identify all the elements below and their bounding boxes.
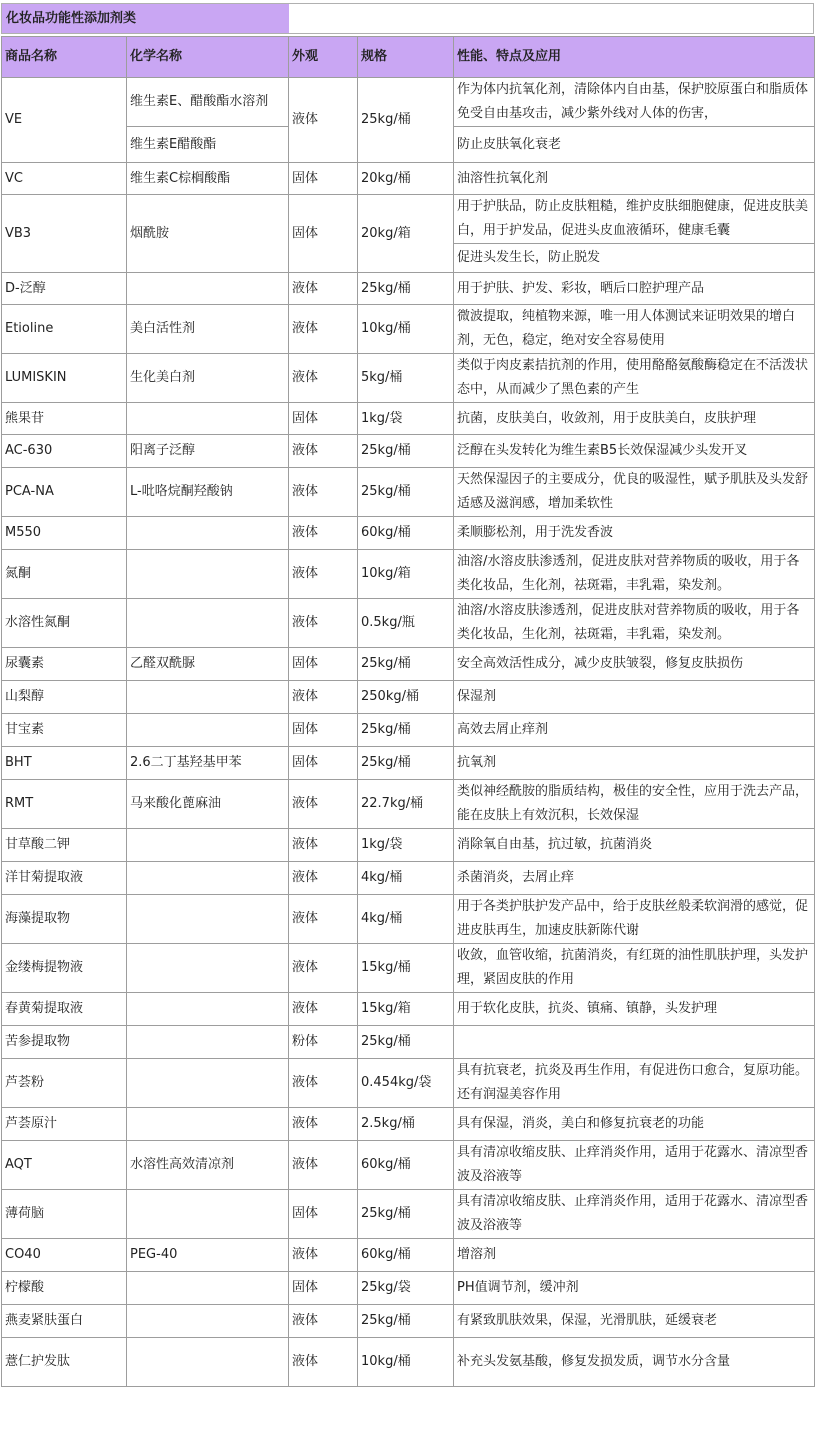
table-row bbox=[2, 1338, 815, 1387]
table-row bbox=[2, 468, 815, 517]
cell-chemical-name: 维生素E、醋酸酯水溶剂 bbox=[127, 78, 289, 127]
cell-appearance: 粉体 bbox=[289, 1026, 358, 1059]
cell-spec: 10kg/桶 bbox=[358, 1338, 454, 1387]
table-row bbox=[2, 403, 815, 435]
cell-spec: 25kg/桶 bbox=[358, 273, 454, 305]
cell-spec: 60kg/桶 bbox=[358, 1239, 454, 1272]
header-spec: 规格 bbox=[358, 37, 454, 78]
cell-description: 用于护肤品，防止皮肤粗糙，维护皮肤细胞健康，促进皮肤美白，用于护发品，促进头皮血液循环，健康毛囊 bbox=[454, 195, 815, 244]
cell-chemical-name: 美白活性剂 bbox=[127, 305, 289, 354]
cell-product-name: CO40 bbox=[2, 1239, 127, 1272]
cell-description: 增溶剂 bbox=[454, 1239, 815, 1272]
cell-spec: 20kg/桶 bbox=[358, 163, 454, 195]
cell-appearance: 液体 bbox=[289, 435, 358, 468]
cell-product-name: 氮酮 bbox=[2, 550, 127, 599]
cell-spec: 25kg/袋 bbox=[358, 1272, 454, 1305]
table-row bbox=[2, 993, 815, 1026]
cell-product-name: AC-630 bbox=[2, 435, 127, 468]
cell-description: 用于各类护肤护发产品中，给于皮肤丝般柔软润滑的感觉，促进皮肤再生，加速皮肤新陈代谢 bbox=[454, 895, 815, 944]
cell-description: 具有抗衰老，抗炎及再生作用，有促进伤口愈合，复原功能。还有润湿美容作用 bbox=[454, 1059, 815, 1108]
cell-description: 高效去屑止痒剂 bbox=[454, 714, 815, 747]
cell-product-name: 芦荟粉 bbox=[2, 1059, 127, 1108]
cell-appearance: 液体 bbox=[289, 1141, 358, 1190]
cell-spec: 25kg/桶 bbox=[358, 78, 454, 163]
table-row bbox=[2, 648, 815, 681]
cell-product-name: 甘宝素 bbox=[2, 714, 127, 747]
cell-spec: 1kg/袋 bbox=[358, 403, 454, 435]
cell-chemical-name: 马来酸化蓖麻油 bbox=[127, 780, 289, 829]
cell-description: 具有清凉收缩皮肤、止痒消炎作用，适用于花露水、清凉型香波及浴液等 bbox=[454, 1141, 815, 1190]
header-chemical-name: 化学名称 bbox=[127, 37, 289, 78]
cell-description: 具有清凉收缩皮肤、止痒消炎作用，适用于花露水、清凉型香波及浴液等 bbox=[454, 1190, 815, 1239]
cell-appearance: 液体 bbox=[289, 599, 358, 648]
cell-chemical-name bbox=[127, 1026, 289, 1059]
cell-description: 具有保湿，消炎，美白和修复抗衰老的功能 bbox=[454, 1108, 815, 1141]
cell-chemical-name bbox=[127, 599, 289, 648]
cell-spec: 25kg/桶 bbox=[358, 1026, 454, 1059]
table-row bbox=[2, 305, 815, 354]
cell-chemical-name bbox=[127, 944, 289, 993]
cell-chemical-name: 阳离子泛醇 bbox=[127, 435, 289, 468]
cell-description: 杀菌消炎，去屑止痒 bbox=[454, 862, 815, 895]
cell-appearance: 液体 bbox=[289, 1239, 358, 1272]
cell-spec: 25kg/桶 bbox=[358, 1305, 454, 1338]
table-row bbox=[2, 435, 815, 468]
cell-spec: 0.454kg/袋 bbox=[358, 1059, 454, 1108]
table-row bbox=[2, 78, 815, 127]
cell-spec: 20kg/箱 bbox=[358, 195, 454, 273]
table-row bbox=[2, 195, 815, 244]
cell-chemical-name bbox=[127, 895, 289, 944]
cell-appearance: 固体 bbox=[289, 747, 358, 780]
cell-spec: 5kg/桶 bbox=[358, 354, 454, 403]
cell-product-name: 苦参提取物 bbox=[2, 1026, 127, 1059]
cell-spec: 22.7kg/桶 bbox=[358, 780, 454, 829]
cell-spec: 4kg/桶 bbox=[358, 895, 454, 944]
cell-chemical-name bbox=[127, 1190, 289, 1239]
cell-description bbox=[454, 1026, 815, 1059]
cell-spec: 10kg/箱 bbox=[358, 550, 454, 599]
cell-chemical-name bbox=[127, 550, 289, 599]
cell-description: 泛醇在头发转化为维生素B5长效保湿减少头发开叉 bbox=[454, 435, 815, 468]
cell-appearance: 液体 bbox=[289, 829, 358, 862]
cell-description: 油溶/水溶皮肤渗透剂，促进皮肤对营养物质的吸收，用于各类化妆品，生化剂，祛斑霜，丰乳霜，染发剂。 bbox=[454, 550, 815, 599]
cell-appearance: 液体 bbox=[289, 1305, 358, 1338]
cell-product-name: 金缕梅提物液 bbox=[2, 944, 127, 993]
cell-appearance: 液体 bbox=[289, 550, 358, 599]
cell-product-name: M550 bbox=[2, 517, 127, 550]
cell-description: 保湿剂 bbox=[454, 681, 815, 714]
title-row bbox=[1, 3, 814, 34]
cell-spec: 25kg/桶 bbox=[358, 435, 454, 468]
cell-product-name: VC bbox=[2, 163, 127, 195]
cell-product-name: VE bbox=[2, 78, 127, 163]
cell-description: 收敛，血管收缩，抗菌消炎，有红斑的油性肌肤护理，头发护理，紧固皮肤的作用 bbox=[454, 944, 815, 993]
cell-description: 有紧致肌肤效果，保湿，光滑肌肤，延缓衰老 bbox=[454, 1305, 815, 1338]
cell-spec: 2.5kg/桶 bbox=[358, 1108, 454, 1141]
cell-chemical-name: 生化美白剂 bbox=[127, 354, 289, 403]
cell-description: 类似于肉皮素拮抗剂的作用，使用酪酪氨酸酶稳定在不活泼状态中，从而减少了黑色素的产生 bbox=[454, 354, 815, 403]
cell-product-name: 海藻提取物 bbox=[2, 895, 127, 944]
cell-chemical-name: 维生素E醋酸酯 bbox=[127, 127, 289, 163]
cell-appearance: 液体 bbox=[289, 468, 358, 517]
cell-description: 促进头发生长，防止脱发 bbox=[454, 244, 815, 273]
cell-appearance: 液体 bbox=[289, 1338, 358, 1387]
cell-description: 防止皮肤氧化衰老 bbox=[454, 127, 815, 163]
cell-chemical-name bbox=[127, 1305, 289, 1338]
table-row bbox=[2, 1141, 815, 1190]
cell-product-name: 尿囊素 bbox=[2, 648, 127, 681]
cell-description: 抗菌，皮肤美白，收敛剂，用于皮肤美白，皮肤护理 bbox=[454, 403, 815, 435]
cell-description: PH值调节剂，缓冲剂 bbox=[454, 1272, 815, 1305]
cell-appearance: 液体 bbox=[289, 780, 358, 829]
cell-appearance: 液体 bbox=[289, 1108, 358, 1141]
cell-chemical-name bbox=[127, 403, 289, 435]
table-row bbox=[2, 163, 815, 195]
cell-description: 油溶/水溶皮肤渗透剂，促进皮肤对营养物质的吸收，用于各类化妆品，生化剂，祛斑霜，丰乳霜，染发剂。 bbox=[454, 599, 815, 648]
cell-spec: 25kg/桶 bbox=[358, 468, 454, 517]
table-row bbox=[2, 1190, 815, 1239]
cell-product-name: 山梨醇 bbox=[2, 681, 127, 714]
cell-chemical-name: 烟酰胺 bbox=[127, 195, 289, 273]
cell-chemical-name bbox=[127, 273, 289, 305]
table-row bbox=[2, 1026, 815, 1059]
table-row bbox=[2, 550, 815, 599]
table-row bbox=[2, 1305, 815, 1338]
cell-product-name: 甘草酸二钾 bbox=[2, 829, 127, 862]
cell-product-name: Etioline bbox=[2, 305, 127, 354]
cell-chemical-name bbox=[127, 517, 289, 550]
cell-product-name: BHT bbox=[2, 747, 127, 780]
cell-chemical-name bbox=[127, 681, 289, 714]
cell-description: 抗氧剂 bbox=[454, 747, 815, 780]
cell-description: 用于软化皮肤，抗炎、镇痛、镇静，头发护理 bbox=[454, 993, 815, 1026]
cell-product-name: 柠檬酸 bbox=[2, 1272, 127, 1305]
cell-spec: 0.5kg/瓶 bbox=[358, 599, 454, 648]
cell-chemical-name: 乙醛双酰脲 bbox=[127, 648, 289, 681]
cell-spec: 4kg/桶 bbox=[358, 862, 454, 895]
cell-spec: 250kg/桶 bbox=[358, 681, 454, 714]
cell-appearance: 固体 bbox=[289, 403, 358, 435]
cell-appearance: 液体 bbox=[289, 944, 358, 993]
cell-product-name: 春黄菊提取液 bbox=[2, 993, 127, 1026]
table-row bbox=[2, 714, 815, 747]
table-row bbox=[2, 862, 815, 895]
cell-description: 安全高效活性成分，减少皮肤皱裂，修复皮肤损伤 bbox=[454, 648, 815, 681]
cell-spec: 1kg/袋 bbox=[358, 829, 454, 862]
cell-spec: 60kg/桶 bbox=[358, 1141, 454, 1190]
table-body bbox=[2, 78, 815, 1387]
cell-chemical-name: PEG-40 bbox=[127, 1239, 289, 1272]
table-row bbox=[2, 273, 815, 305]
cell-appearance: 液体 bbox=[289, 895, 358, 944]
cell-chemical-name: 2.6二丁基羟基甲苯 bbox=[127, 747, 289, 780]
table-row bbox=[2, 780, 815, 829]
table-row bbox=[2, 747, 815, 780]
table-row bbox=[2, 895, 815, 944]
cell-description: 柔顺膨松剂，用于洗发香波 bbox=[454, 517, 815, 550]
table-row bbox=[2, 517, 815, 550]
cell-product-name: 芦荟原汁 bbox=[2, 1108, 127, 1141]
cell-appearance: 液体 bbox=[289, 273, 358, 305]
cell-description: 消除氧自由基，抗过敏，抗菌消炎 bbox=[454, 829, 815, 862]
header-appearance: 外观 bbox=[289, 37, 358, 78]
cell-chemical-name bbox=[127, 1272, 289, 1305]
cell-appearance: 液体 bbox=[289, 1059, 358, 1108]
cell-product-name: D-泛醇 bbox=[2, 273, 127, 305]
header-row bbox=[2, 37, 815, 78]
header-description: 性能、特点及应用 bbox=[454, 37, 815, 78]
cell-chemical-name bbox=[127, 993, 289, 1026]
cell-chemical-name bbox=[127, 1108, 289, 1141]
cell-description: 用于护肤、护发、彩妆，晒后口腔护理产品 bbox=[454, 273, 815, 305]
cell-appearance: 液体 bbox=[289, 354, 358, 403]
table-row bbox=[2, 1272, 815, 1305]
table-row bbox=[2, 599, 815, 648]
product-table bbox=[1, 36, 815, 1387]
cell-description: 作为体内抗氧化剂，清除体内自由基，保护胶原蛋白和脂质体免受自由基攻击，减少紫外线对人体的伤害， bbox=[454, 78, 815, 127]
header-product-name: 商品名称 bbox=[2, 37, 127, 78]
cell-chemical-name bbox=[127, 1059, 289, 1108]
cell-spec: 25kg/桶 bbox=[358, 714, 454, 747]
table-row bbox=[2, 1108, 815, 1141]
cell-product-name: 洋甘菊提取液 bbox=[2, 862, 127, 895]
table-row bbox=[2, 681, 815, 714]
cell-spec: 15kg/桶 bbox=[358, 944, 454, 993]
cell-appearance: 固体 bbox=[289, 648, 358, 681]
cell-product-name: LUMISKIN bbox=[2, 354, 127, 403]
cell-chemical-name bbox=[127, 829, 289, 862]
table-row bbox=[2, 354, 815, 403]
cell-appearance: 固体 bbox=[289, 163, 358, 195]
cell-description: 天然保湿因子的主要成分，优良的吸湿性，赋予肌肤及头发舒适感及滋润感，增加柔软性 bbox=[454, 468, 815, 517]
cell-appearance: 固体 bbox=[289, 1272, 358, 1305]
cell-appearance: 液体 bbox=[289, 517, 358, 550]
cell-description: 微波提取，纯植物来源，唯一用人体测试来证明效果的增白剂，无色，稳定，绝对安全容易使用 bbox=[454, 305, 815, 354]
cell-appearance: 液体 bbox=[289, 305, 358, 354]
cell-product-name: PCA-NA bbox=[2, 468, 127, 517]
cell-appearance: 液体 bbox=[289, 681, 358, 714]
cell-spec: 25kg/桶 bbox=[358, 747, 454, 780]
cell-description: 补充头发氨基酸，修复发损发质，调节水分含量 bbox=[454, 1338, 815, 1387]
cell-chemical-name: 维生素C棕榈酸酯 bbox=[127, 163, 289, 195]
cell-product-name: 水溶性氮酮 bbox=[2, 599, 127, 648]
cell-description: 类似神经酰胺的脂质结构，极佳的安全性，应用于洗去产品，能在皮肤上有效沉积，长效保湿 bbox=[454, 780, 815, 829]
cell-appearance: 固体 bbox=[289, 195, 358, 273]
cell-product-name: 薄荷脑 bbox=[2, 1190, 127, 1239]
table-title: 化妆品功能性添加剂类 bbox=[2, 4, 289, 33]
cell-product-name: 熊果苷 bbox=[2, 403, 127, 435]
cell-appearance: 液体 bbox=[289, 862, 358, 895]
cell-appearance: 固体 bbox=[289, 1190, 358, 1239]
table-row bbox=[2, 829, 815, 862]
cell-product-name: VB3 bbox=[2, 195, 127, 273]
cell-appearance: 液体 bbox=[289, 78, 358, 163]
cell-spec: 60kg/桶 bbox=[358, 517, 454, 550]
cell-description: 油溶性抗氧化剂 bbox=[454, 163, 815, 195]
cell-appearance: 固体 bbox=[289, 714, 358, 747]
cell-spec: 25kg/桶 bbox=[358, 1190, 454, 1239]
cell-product-name: RMT bbox=[2, 780, 127, 829]
table-row bbox=[2, 1059, 815, 1108]
cell-chemical-name: L-吡咯烷酮羟酸钠 bbox=[127, 468, 289, 517]
cell-product-name: 薏仁护发肽 bbox=[2, 1338, 127, 1387]
table-row bbox=[2, 944, 815, 993]
cell-spec: 25kg/桶 bbox=[358, 648, 454, 681]
table-row bbox=[2, 1239, 815, 1272]
cell-chemical-name: 水溶性高效清凉剂 bbox=[127, 1141, 289, 1190]
cell-spec: 10kg/桶 bbox=[358, 305, 454, 354]
cell-product-name: AQT bbox=[2, 1141, 127, 1190]
cell-chemical-name bbox=[127, 862, 289, 895]
cell-chemical-name bbox=[127, 714, 289, 747]
cell-spec: 15kg/箱 bbox=[358, 993, 454, 1026]
cell-appearance: 液体 bbox=[289, 993, 358, 1026]
cell-product-name: 燕麦紧肤蛋白 bbox=[2, 1305, 127, 1338]
cell-chemical-name bbox=[127, 1338, 289, 1387]
